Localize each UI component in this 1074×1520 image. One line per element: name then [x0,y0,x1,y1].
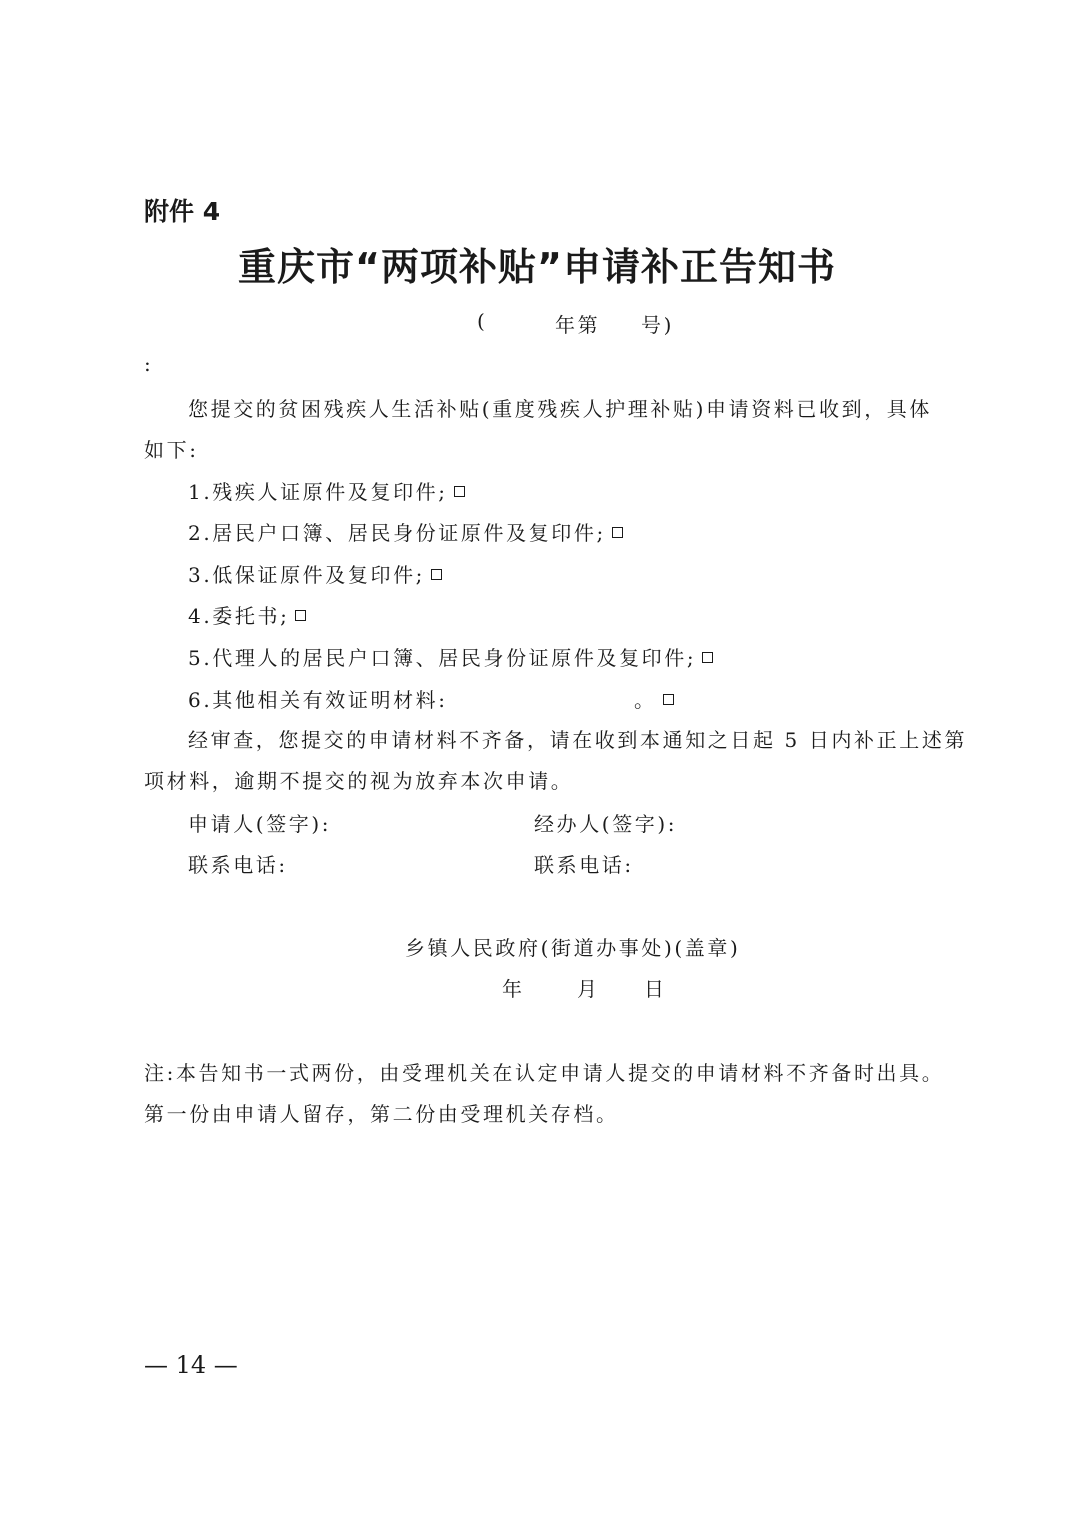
list-item [188,600,306,629]
annex-label: 附件 4 [144,197,221,226]
page-number: — 14 — [144,1351,238,1379]
handler-signature-label: 经办人(签字): [534,812,678,836]
checkbox[interactable] [454,486,465,497]
stamp-date-month: 月 [577,977,600,1001]
list-item [188,517,623,546]
list-item-text: 1.残疾人证原件及复印件; [188,480,448,504]
stamp-org-label: 乡镇人民政府(街道办事处)(盖章) [405,936,741,960]
note-line-1: 注:本告知书一式两份，由受理机关在认定申请人提交的申请材料不齐备时出具。 [144,1061,945,1085]
list-item-text: 6.其他相关有效证明材料: [188,688,448,712]
stamp-date-year: 年 [502,977,525,1001]
list-item-period: 。 [634,688,657,712]
stamp-date-day: 日 [644,977,667,1001]
list-item-text: 2.居民户口簿、居民身份证原件及复印件; [188,521,606,545]
checkbox[interactable] [431,569,442,580]
checkbox[interactable] [702,652,713,663]
document-title: 重庆市“两项补贴”申请补正告知书 [238,245,836,289]
checkbox[interactable] [295,610,306,621]
list-item-text: 3.低保证原件及复印件; [188,563,426,587]
applicant-signature-label: 申请人(签字): [188,812,332,836]
document-number-year: 年第 [555,313,601,337]
list-item-text: 4.委托书; [188,604,290,628]
list-item [188,684,448,713]
recipient-line: : [144,352,154,376]
note-line-2: 第一份由申请人留存，第二份由受理机关存档。 [144,1102,619,1126]
list-item-text: 5.代理人的居民户口簿、居民身份证原件及复印件; [188,646,697,670]
list-item [188,642,713,671]
review-line-1: 经审查，您提交的申请材料不齐备，请在收到本通知之日起 5 日内补正上述第 [188,728,968,752]
document-number-close: 号) [641,313,675,337]
document-number-open: ( [477,309,488,333]
checkbox[interactable] [663,694,674,705]
list-item [188,559,442,588]
list-item [188,476,465,505]
applicant-phone-label: 联系电话: [188,853,288,877]
handler-phone-label: 联系电话: [534,853,634,877]
review-line-2: 项材料，逾期不提交的视为放弃本次申请。 [144,769,574,793]
intro-line-2: 如下: [144,438,199,462]
list-item-suffix [634,684,674,713]
checkbox[interactable] [612,527,623,538]
intro-line-1: 您提交的贫困残疾人生活补贴(重度残疾人护理补贴)申请资料已收到，具体 [188,397,933,421]
